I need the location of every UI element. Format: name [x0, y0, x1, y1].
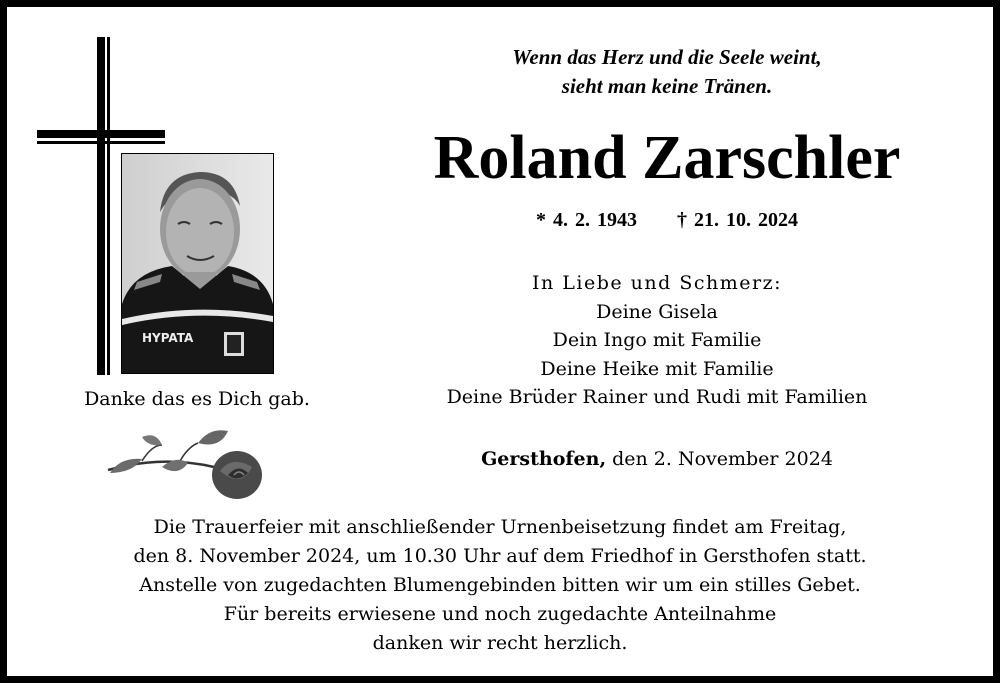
- place-city: Gersthofen,: [481, 448, 607, 470]
- motto-line-2: sieht man keine Tränen.: [561, 74, 773, 98]
- shirt-print: HYPATA: [142, 331, 194, 345]
- announcement-line: Die Trauerfeier mit anschließender Urnenbeisetzung findet am Freitag,: [153, 516, 847, 538]
- life-dates: [397, 207, 937, 233]
- birth-date: * 4. 2. 1943: [536, 209, 637, 231]
- announcement-line: danken wir recht herzlich.: [372, 632, 628, 654]
- mourner-line: Deine Gisela: [596, 300, 718, 323]
- deceased-name: Roland Zarschler: [433, 124, 901, 192]
- motto-line-1: Wenn das Herz und die Seele weint,: [512, 45, 822, 69]
- portrait-photo: [121, 153, 274, 374]
- announcement-line: Anstelle von zugedachten Blumengebinden bitten wir um ein stilles Gebet.: [139, 574, 861, 596]
- mourners-intro: In Liebe und Schmerz:: [532, 272, 782, 294]
- thanks-text: Danke das es Dich gab.: [84, 388, 310, 410]
- place-date: [397, 446, 917, 472]
- announcement-line: Für bereits erwiesene und noch zugedachte Anteilnahme: [223, 603, 777, 625]
- mourner-line: Dein Ingo mit Familie: [552, 329, 762, 351]
- mourner-line: Deine Brüder Rainer und Rudi mit Familien: [446, 386, 868, 408]
- motto: [397, 43, 937, 101]
- funeral-announcement: [27, 513, 973, 658]
- rose-icon: [102, 415, 272, 509]
- obituary-card: [7, 7, 993, 676]
- place-date-value: den 2. November 2024: [612, 448, 833, 470]
- announcement-line: den 8. November 2024, um 10.30 Uhr auf dem Friedhof in Gersthofen statt.: [133, 545, 867, 567]
- death-date: † 21. 10. 2024: [677, 209, 798, 231]
- mourners-list: [377, 269, 937, 412]
- mourner-line: Deine Heike mit Familie: [540, 357, 774, 380]
